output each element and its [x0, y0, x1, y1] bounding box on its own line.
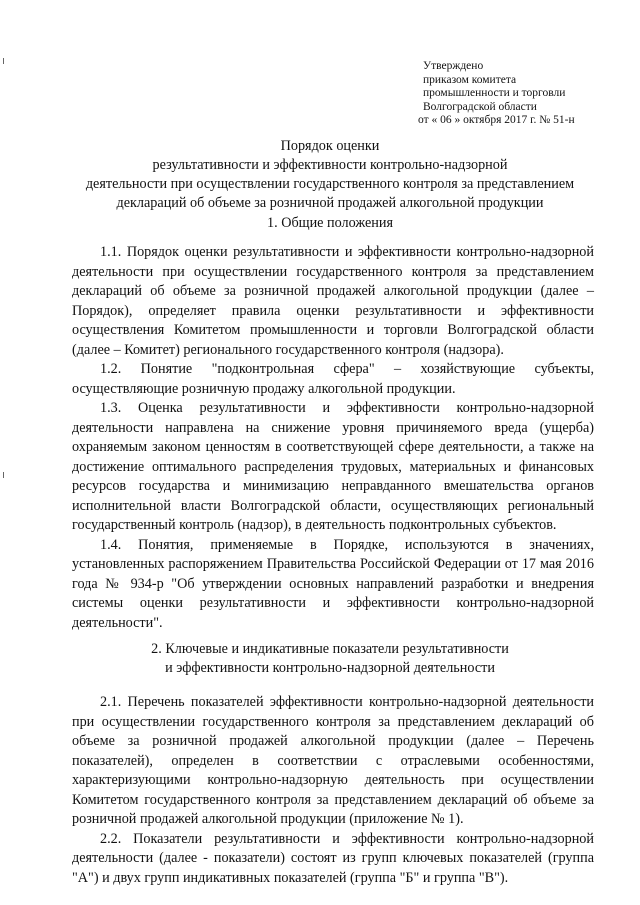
- section-1-heading: 1. Общие положения: [267, 215, 393, 231]
- section-1-body: [72, 243, 594, 633]
- paragraph: 2.2. Показатели результативности и эффективности контрольно-надзорной деятельности (далее - показатели) состоят из групп ключевых показателей (группа "А") и двух групп индикативных показателей (группа "Б" и группа "В").: [72, 830, 594, 886]
- paragraph: 1.1. Порядок оценки результативности и эффективности контрольно-надзорной деятельности при осуществлении государственного контроля за представлением деклараций об объеме за розничной продажей алкогольной продукции (далее – Порядок), определяет правила оценки результативности и эффективности осуществления Комитетом промышленности и торговли Волгоградской области (далее – Комитет) регионального государственного контроля (надзора).: [72, 244, 594, 358]
- approval-stamp: [418, 60, 633, 128]
- paragraph: 1.4. Понятия, применяемые в Порядке, используются в значениях, установленных распоряжением Правительства Российской Федерации от 17 мая 2016 года № 934-р "Об утверждении основных направлений разработки и внедрения системы оценки результативности и эффективности контрольно-надзорной деятельности".: [72, 536, 594, 631]
- section-2-body: [72, 693, 594, 888]
- paragraph: 1.2. Понятие "подконтрольная сфера" – хозяйствующие субъекты, осуществляющие розничную продажу алкогольной продукции.: [72, 361, 594, 397]
- heading-line: и эффективности контрольно-надзорной деятельности: [165, 660, 495, 676]
- paragraph: 2.1. Перечень показателей эффективности контрольно-надзорной деятельности при осуществлении государственного контроля за представлением деклараций об объеме за розничной продажей алкогольной продукции (далее – Перечень показателей), определен в соответствии с отраслевыми особенностями, характеризующими контрольно-надзорную деятельность при осуществлении Комитетом государственного контроля за представлением деклараций об объеме за розничной продажей алкогольной продукции (приложение № 1).: [72, 694, 594, 827]
- title-line: Порядок оценки: [280, 138, 380, 154]
- scan-edge-mark: [3, 58, 4, 64]
- paragraph: 1.3. Оценка результативности и эффективности контрольно-надзорной деятельности направлена на снижение уровня причиняемого вреда (ущерба) охраняемым законом ценностям в соответствующей сфере деятельности, а также на достижение оптимального распределения трудовых, материальных и финансовых ресурсов государства и минимизацию неправданного вмешательства органов исполнительной власти Волгоградской области, осуществляющих региональный государственный контроль (надзор), в деятельность подконтрольных субъектов.: [72, 400, 594, 533]
- title-line: деклараций об объеме за розничной продажей алкогольной продукции: [116, 195, 544, 211]
- title-line: деятельности при осуществлении государственного контроля за представлением: [85, 176, 575, 192]
- scan-edge-mark: [3, 472, 4, 478]
- heading-line: 2. Ключевые и индикативные показатели результативности: [151, 641, 509, 657]
- approval-line: промышленности и торговли: [423, 87, 566, 99]
- approval-line: приказом комитета: [423, 73, 517, 86]
- approval-line: Утверждено: [423, 60, 484, 72]
- document-title: [60, 137, 600, 213]
- approval-line: от « 06 » октября 2017 г. № 51-н: [418, 114, 575, 126]
- approval-line: Волгоградской области: [423, 100, 537, 113]
- section-2-heading: [60, 640, 600, 678]
- title-line: результативности и эффективности контрольно-надзорной: [152, 157, 508, 173]
